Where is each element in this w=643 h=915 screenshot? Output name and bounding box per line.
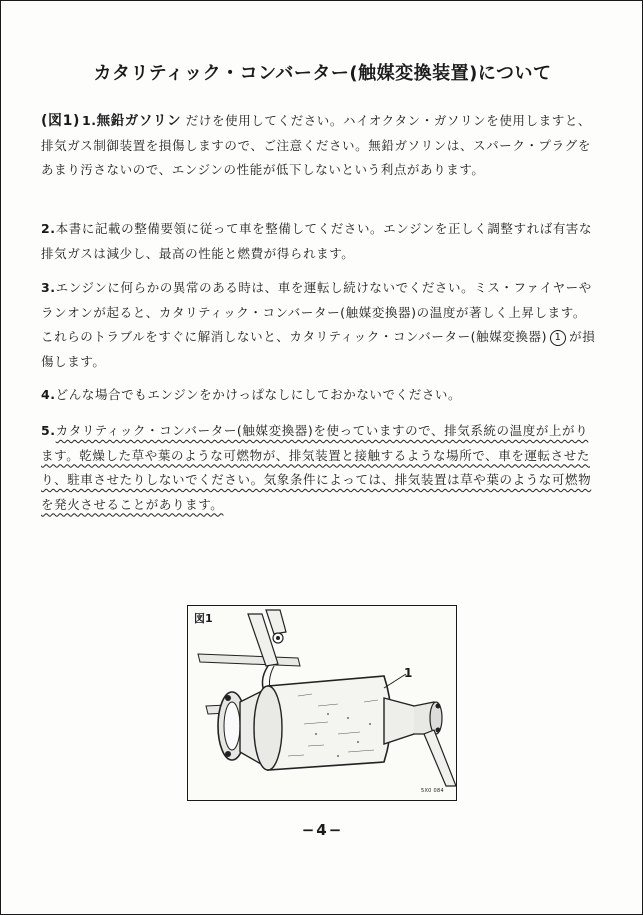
figure-label: 図1 [194,612,213,625]
underlined-warning-text: カタリティック・コンバーター(触媒変換器)を使っていますので、排気系統の温度が上がります。乾燥した草や葉のような可燃物が、排気装置と接触するような場所で、車を運転させたり、駐車させたりしないでください。気象条件によっては、排気装置は草や葉のような可燃物を発火させることがあります。 [41,423,592,512]
circled-number: 1 [550,330,566,346]
bold-term: 無鉛ガソリン [96,113,182,129]
item-number: 2. [41,221,56,236]
catalytic-converter-illustration [188,606,456,800]
figure-callout-number: 1 [404,666,413,680]
item-number: 4. [41,387,56,402]
figure-reference: (図1) [41,113,80,129]
paragraph-text-end: が損傷します。 [41,329,596,369]
paragraph-1 [41,109,597,183]
figure-code: 5X0 084 [420,788,444,794]
page-number: −4− [301,821,344,839]
item-number: 5. [41,423,56,438]
paragraph-5 [41,419,597,517]
page-title: カタリティック・コンバーター(触媒変換装置)について [93,63,552,84]
paragraph-4 [41,383,597,408]
paragraph-2 [41,217,597,266]
paragraph-text: エンジンに何らかの異常のある時は、車を運転し続けないでください。ミス・ファイヤーやランオンが起ると、カタリティック・コンバーター(触媒変換器)の温度が著しく上昇します。これらのトラブルをすぐに解消しないと、カタリティック・コンバーター(触媒変換器) [41,280,592,344]
figure-1 [187,605,457,801]
paragraph-3 [41,276,597,374]
paragraph-text: 本書に記載の整備要領に従って車を整備してください。エンジンを正しく調整すれば有害な排気ガスは減少し、最高の性能と燃費が得られます。 [41,221,593,261]
item-number: 3. [41,280,56,295]
item-number: 1. [81,113,97,128]
paragraph-text: どんな場合でもエンジンをかけっぱなしにしておかないでください。 [55,387,462,402]
paragraph-text: だけを使用してください。ハイオクタン・ガソリンを使用しますと、排気ガス制御装置を損傷しますので、ご注意ください。無鉛ガソリンは、スパーク・プラグをあまり汚さないので、エンジンの性能が低下しないという利点があります。 [41,113,592,177]
